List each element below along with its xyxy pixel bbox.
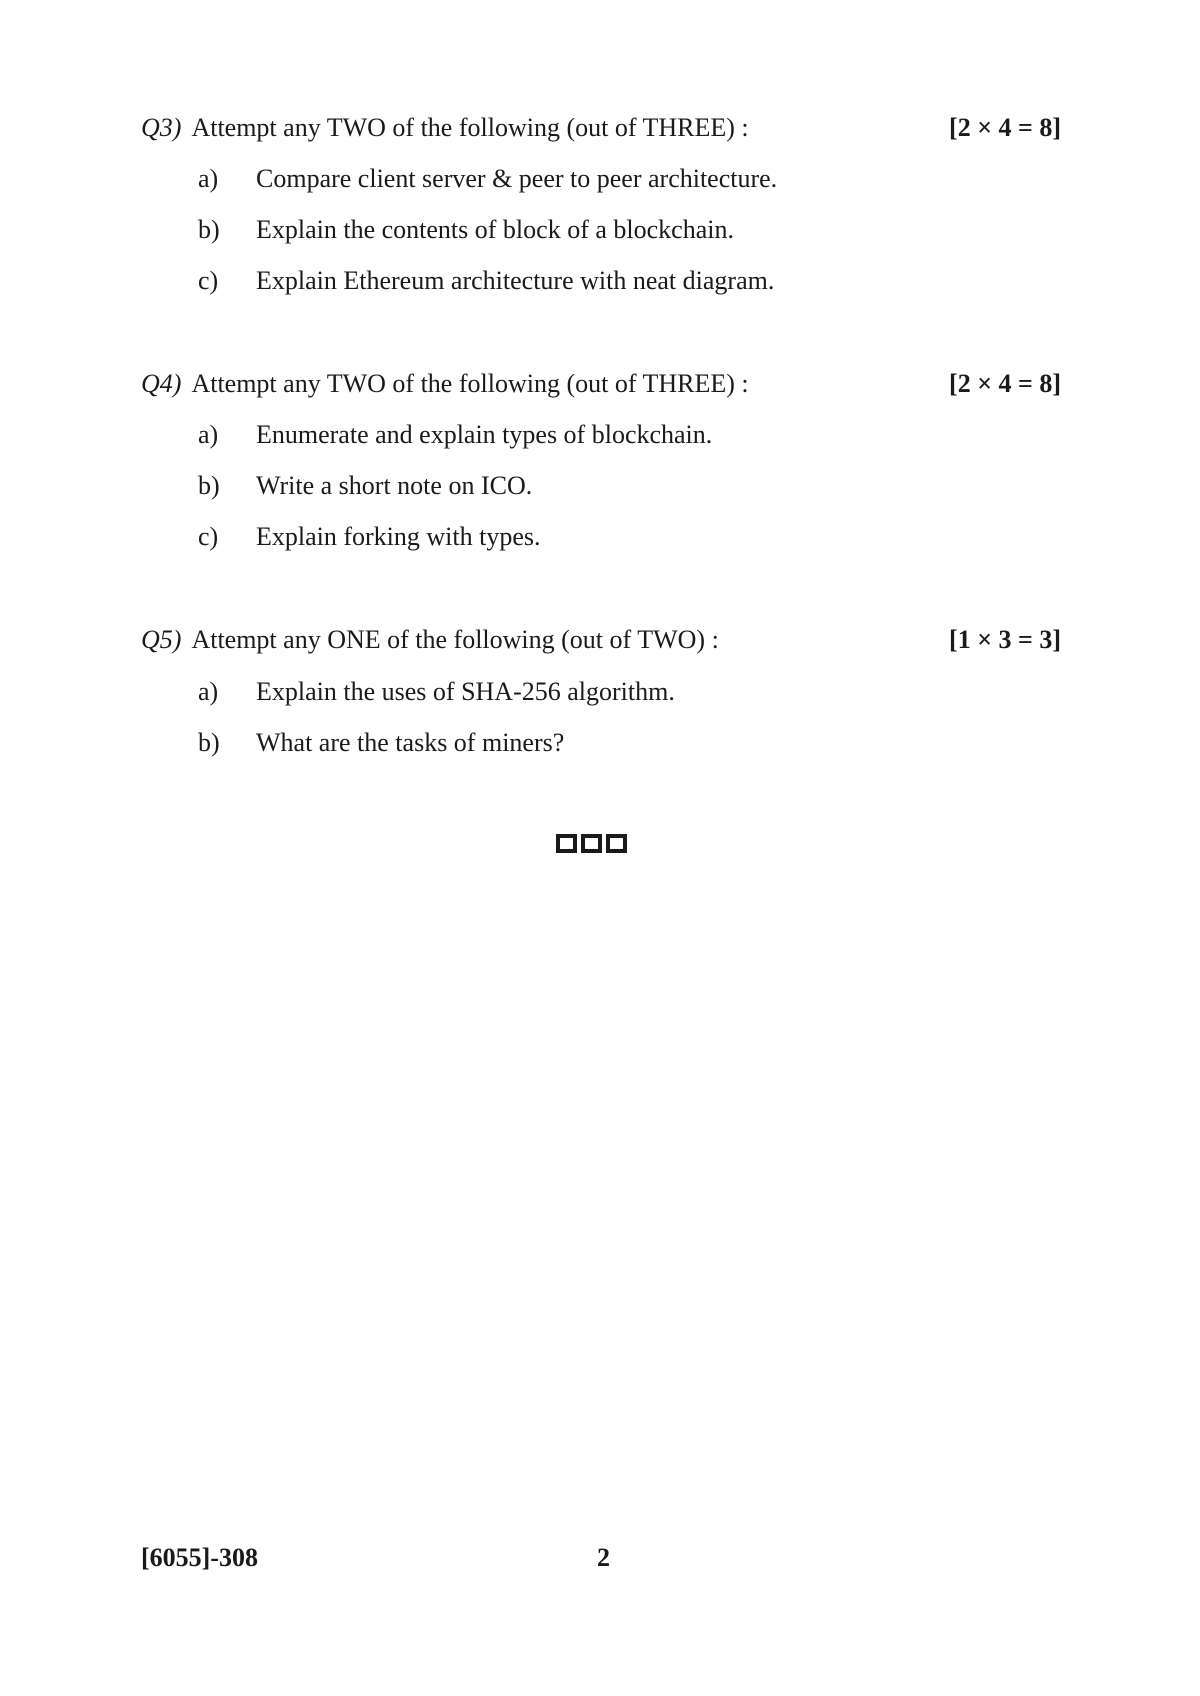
question-marks: [2 × 4 = 8] [949,113,1061,142]
question-item [198,210,734,250]
item-label: a) [198,420,219,449]
question-number: Q4) [141,369,182,398]
end-of-paper-marker [556,834,627,853]
item-text: Explain Ethereum architecture with neat diagram. [256,266,775,295]
paper-code: [6055]-308 [141,1543,258,1572]
item-label: b) [198,471,220,500]
question-marks: [1 × 3 = 3] [949,625,1061,654]
question-instruction: Attempt any TWO of the following (out of THREE) : [191,113,749,142]
page-number: 2 [597,1543,610,1572]
question-item [198,159,777,199]
question-3-header [141,108,1061,148]
question-number: Q3) [141,113,182,142]
question-item [198,672,675,712]
question-item [198,466,532,506]
question-item [198,723,564,763]
item-label: a) [198,677,219,706]
question-instruction: Attempt any TWO of the following (out of THREE) : [191,369,749,398]
question-5-header [141,620,1061,660]
square-icon [606,834,627,853]
item-label: c) [198,522,219,551]
item-text: Enumerate and explain types of blockchain. [256,420,713,449]
question-instruction: Attempt any ONE of the following (out of TWO) : [191,625,719,654]
item-label: b) [198,728,220,757]
square-icon [556,834,577,853]
item-text: What are the tasks of miners? [256,728,565,757]
square-icon [581,834,602,853]
item-label: b) [198,215,220,244]
question-item [198,517,541,557]
item-text: Compare client server & peer to peer architecture. [256,164,778,193]
item-text: Write a short note on ICO. [256,471,533,500]
item-label: c) [198,266,219,295]
question-number: Q5) [141,625,182,654]
item-text: Explain forking with types. [256,522,541,551]
question-marks: [2 × 4 = 8] [949,369,1061,398]
question-item [198,415,712,455]
item-text: Explain the uses of SHA-256 algorithm. [256,677,675,706]
item-text: Explain the contents of block of a blockchain. [256,215,734,244]
question-item [198,261,774,301]
item-label: a) [198,164,219,193]
question-4-header [141,364,1061,404]
